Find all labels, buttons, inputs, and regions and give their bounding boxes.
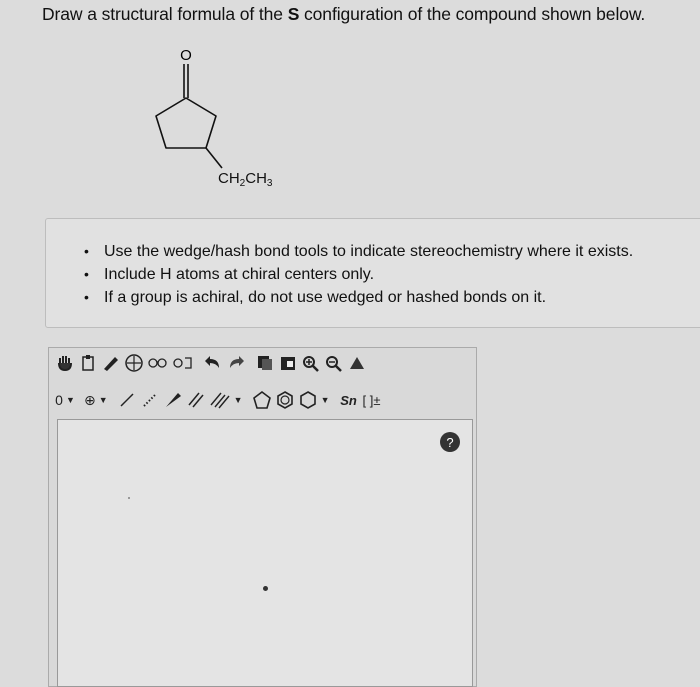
sn-bracket-button[interactable] <box>339 389 359 411</box>
chevron-down-icon: ▼ <box>320 395 330 405</box>
canvas-dot <box>263 586 268 591</box>
hashed-bond-icon[interactable] <box>140 389 160 411</box>
template-icon[interactable] <box>78 352 98 374</box>
toolbar-row-top <box>55 351 370 375</box>
single-bond-icon[interactable] <box>117 389 137 411</box>
charge-bracket-button[interactable] <box>362 389 382 411</box>
cyclopentane-icon[interactable] <box>252 389 272 411</box>
clean-structure-icon[interactable] <box>347 352 367 374</box>
bracket-label: [ ]± <box>362 392 381 408</box>
multi-ring-icon[interactable] <box>172 352 194 374</box>
copy-icon[interactable] <box>255 352 275 374</box>
wedge-bond-icon[interactable] <box>163 389 183 411</box>
sn-label: Sn <box>340 392 357 408</box>
help-icon[interactable]: ? <box>440 432 460 452</box>
chevron-down-icon: ▼ <box>98 395 108 405</box>
question-text: Draw a structural formula of the S configuration of the compound shown below. <box>42 4 646 24</box>
zoom-in-icon[interactable] <box>301 352 321 374</box>
chevron-down-icon: ▼ <box>65 395 75 405</box>
structure-editor <box>48 347 477 687</box>
zoom-out-icon[interactable] <box>324 352 344 374</box>
charge-icon: ⊕ <box>84 391 96 408</box>
ethyl-substituent-label: $CH_2CH_3$ <box>218 170 273 189</box>
chevron-down-icon: ▼ <box>233 395 243 405</box>
instruction-item: • Use the wedge/hash bond tools to indicate stereochemistry where it exists. <box>86 240 633 263</box>
redo-icon[interactable] <box>226 352 246 374</box>
double-bond-icon[interactable] <box>186 389 206 411</box>
hand-tool-icon[interactable] <box>55 352 75 374</box>
instruction-item: • Include H atoms at chiral centers only. <box>86 263 633 286</box>
canvas-mark <box>128 497 130 499</box>
charge-selector[interactable] <box>84 389 108 411</box>
triple-bond-selector[interactable] <box>209 389 243 411</box>
instructions-panel <box>45 218 700 328</box>
toolbar-row-bottom <box>55 388 385 412</box>
benzene-icon[interactable] <box>275 389 295 411</box>
instruction-item: • If a group is achiral, do not use wedged or hashed bonds on it. <box>86 286 633 309</box>
atom-selector-value: 0 <box>55 392 63 408</box>
drawing-canvas[interactable] <box>57 419 473 687</box>
atom-selector[interactable] <box>55 389 75 411</box>
eraser-icon[interactable] <box>101 352 121 374</box>
ring-template-icon[interactable] <box>124 352 144 374</box>
cyclohexane-selector[interactable] <box>298 389 330 411</box>
paste-icon[interactable] <box>278 352 298 374</box>
oxygen-atom-label: O <box>180 47 192 64</box>
undo-icon[interactable] <box>203 352 223 374</box>
chain-template-icon[interactable] <box>147 352 169 374</box>
